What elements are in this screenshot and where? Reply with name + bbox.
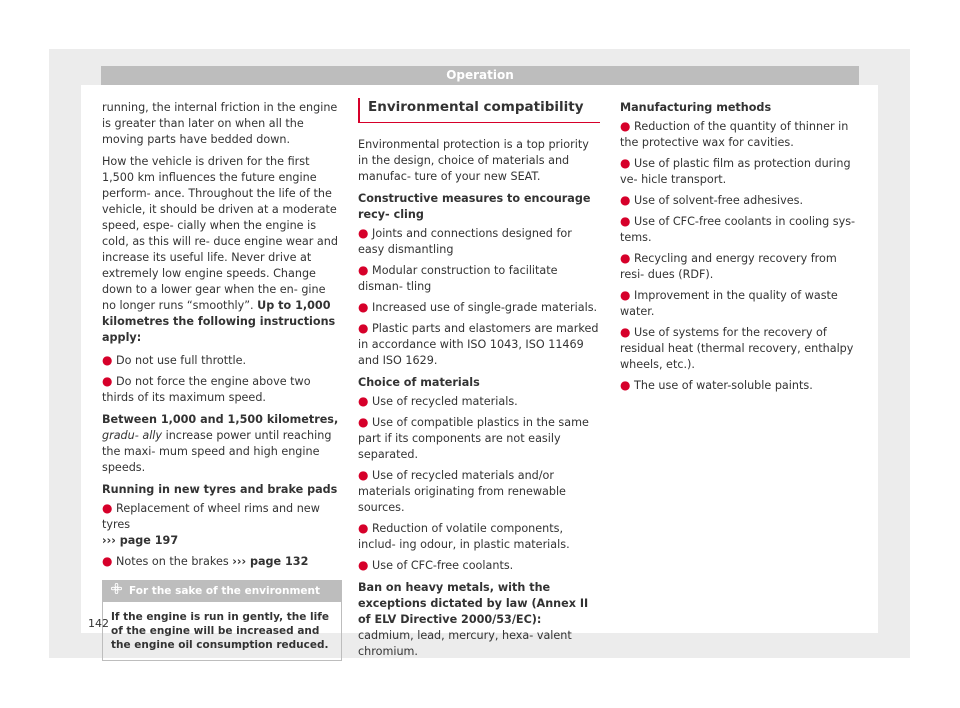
list-item-text: Reduction of volatile components, includ- ing odour, in plastic materials. <box>358 522 570 551</box>
bullet-icon: ● <box>620 378 631 392</box>
bullet-icon: ● <box>620 193 631 207</box>
list-item <box>102 500 342 549</box>
bullet-icon: ● <box>102 353 113 367</box>
bullet-icon: ● <box>102 374 113 388</box>
flower-icon <box>111 581 123 602</box>
list-item <box>358 262 600 295</box>
bullet-icon: ● <box>620 325 631 339</box>
environment-note-title: For the sake of the environment <box>129 585 321 597</box>
list-item-text: Reduction of the quantity of thinner in the protective wax for cavities. <box>620 120 849 149</box>
paragraph-text: cadmium, lead, mercury, hexa- valent chromium. <box>358 629 572 658</box>
list-item <box>358 414 600 463</box>
paragraph-bold: Up to 1,000 kilometres the following instructions apply: <box>102 299 336 344</box>
list-item-text: Increased use of single-grade materials. <box>372 301 598 314</box>
list-item <box>358 393 600 410</box>
paragraph <box>102 154 342 346</box>
bullet-icon: ● <box>358 558 369 572</box>
list-item <box>358 467 600 516</box>
list-item <box>620 377 860 394</box>
list-item <box>620 287 860 320</box>
bullet-icon: ● <box>102 501 113 515</box>
list-item <box>358 299 600 316</box>
list-item-text: Use of systems for the recovery of residual heat (thermal recovery, enthalpy wheels, etc.). <box>620 326 854 371</box>
subheading: Manufacturing methods <box>620 101 772 114</box>
paragraph-bold: Between 1,000 and 1,500 kilometres, <box>102 413 339 426</box>
list-item-text: Recycling and energy recovery from resi- dues (RDF). <box>620 252 837 281</box>
list-item <box>358 320 600 369</box>
bullet-icon: ● <box>358 300 369 314</box>
list-item-text: Do not use full throttle. <box>116 354 247 367</box>
bullet-icon: ● <box>620 251 631 265</box>
bullet-icon: ● <box>620 214 631 228</box>
list-item <box>358 225 600 258</box>
paragraph: running, the internal friction in the engine is greater than later on when all the moving parts have bedded down. <box>102 101 338 146</box>
list-item <box>620 192 860 209</box>
list-item <box>358 557 600 574</box>
bullet-icon: ● <box>358 468 369 482</box>
list-item-text: Improvement in the quality of waste water. <box>620 289 838 318</box>
bullet-icon: ● <box>358 226 369 240</box>
page-number: 142 <box>88 617 109 630</box>
list-item <box>620 324 860 373</box>
column-middle <box>358 100 600 666</box>
list-item <box>620 155 860 188</box>
environment-note-header <box>103 581 341 602</box>
paragraph: Environmental protection is a top priority in the design, choice of materials and manufac- ture of your new SEAT. <box>358 138 589 183</box>
list-item <box>358 520 600 553</box>
paragraph-italic: gradu- ally <box>102 429 163 442</box>
subheading: Choice of materials <box>358 376 480 389</box>
paragraph-text: increase power until reaching the maxi- mum speed and high engine speeds. <box>102 429 332 474</box>
paragraph-text: How the vehicle is driven for the first 1,500 km influences the future engine perform- ance. Throughout the life of the vehicle, it should be driven at a moderate speed, espe- cially when the engine is cold, as this will re- duce engine wear and increase its useful life. Never drive at extremely low engine speeds. Change down to a lower gear when the en- gine no longer runs “smoothly”. <box>102 155 338 312</box>
list-item <box>102 352 342 369</box>
list-item <box>102 373 342 406</box>
bullet-icon: ● <box>358 521 369 535</box>
column-right <box>620 100 860 398</box>
paragraph-bold: Ban on heavy metals, with the exceptions dictated by law (Annex II of ELV Directive 2000/53/EC): <box>358 581 589 626</box>
list-item-text: Plastic parts and elastomers are marked in accordance with ISO 1043, ISO 11469 and ISO 1629. <box>358 322 599 367</box>
section-header: Operation <box>101 66 859 85</box>
list-item-text: Modular construction to facilitate disman- tling <box>358 264 558 293</box>
bullet-icon: ● <box>620 119 631 133</box>
list-item-text: Use of solvent-free adhesives. <box>634 194 804 207</box>
list-item-text: Joints and connections designed for easy dismantling <box>358 227 572 256</box>
bullet-icon: ● <box>620 288 631 302</box>
page-link[interactable]: ››› page 197 <box>102 534 179 547</box>
environment-note-box <box>102 580 342 661</box>
column-left <box>102 100 342 661</box>
list-item-text: Use of CFC-free coolants in cooling sys- tems. <box>620 215 856 244</box>
list-item <box>620 213 860 246</box>
paragraph <box>102 412 342 476</box>
list-item <box>620 118 860 151</box>
bullet-icon: ● <box>358 394 369 408</box>
list-item-text: Use of CFC-free coolants. <box>372 559 514 572</box>
environment-note-body: If the engine is run in gently, the life of the engine will be increased and the engine oil consumption reduced. <box>111 611 329 651</box>
list-item-text: Replacement of wheel rims and new tyres <box>102 502 320 531</box>
list-item <box>102 553 342 570</box>
list-item-text: Notes on the brakes <box>116 555 229 568</box>
list-item <box>620 250 860 283</box>
list-item-text: Use of recycled materials. <box>372 395 518 408</box>
list-item-text: Use of compatible plastics in the same part if its components are not easily separated. <box>358 416 589 461</box>
list-item-text: Use of recycled materials and/or materials originating from renewable sources. <box>358 469 566 514</box>
list-item-text: The use of water-soluble paints. <box>634 379 813 392</box>
bullet-icon: ● <box>358 321 369 335</box>
list-item-text: Do not force the engine above two thirds of its maximum speed. <box>102 375 311 404</box>
list-item-text: Use of plastic film as protection during ve- hicle transport. <box>620 157 851 186</box>
bullet-icon: ● <box>620 156 631 170</box>
subheading: Constructive measures to encourage recy- cling <box>358 192 591 221</box>
bullet-icon: ● <box>358 415 369 429</box>
section-title: Environmental compatibility <box>358 98 600 123</box>
subheading: Running in new tyres and brake pads <box>102 483 338 496</box>
bullet-icon: ● <box>102 554 113 568</box>
page-link[interactable]: ››› page 132 <box>232 555 309 568</box>
bullet-icon: ● <box>358 263 369 277</box>
paragraph <box>358 580 600 660</box>
